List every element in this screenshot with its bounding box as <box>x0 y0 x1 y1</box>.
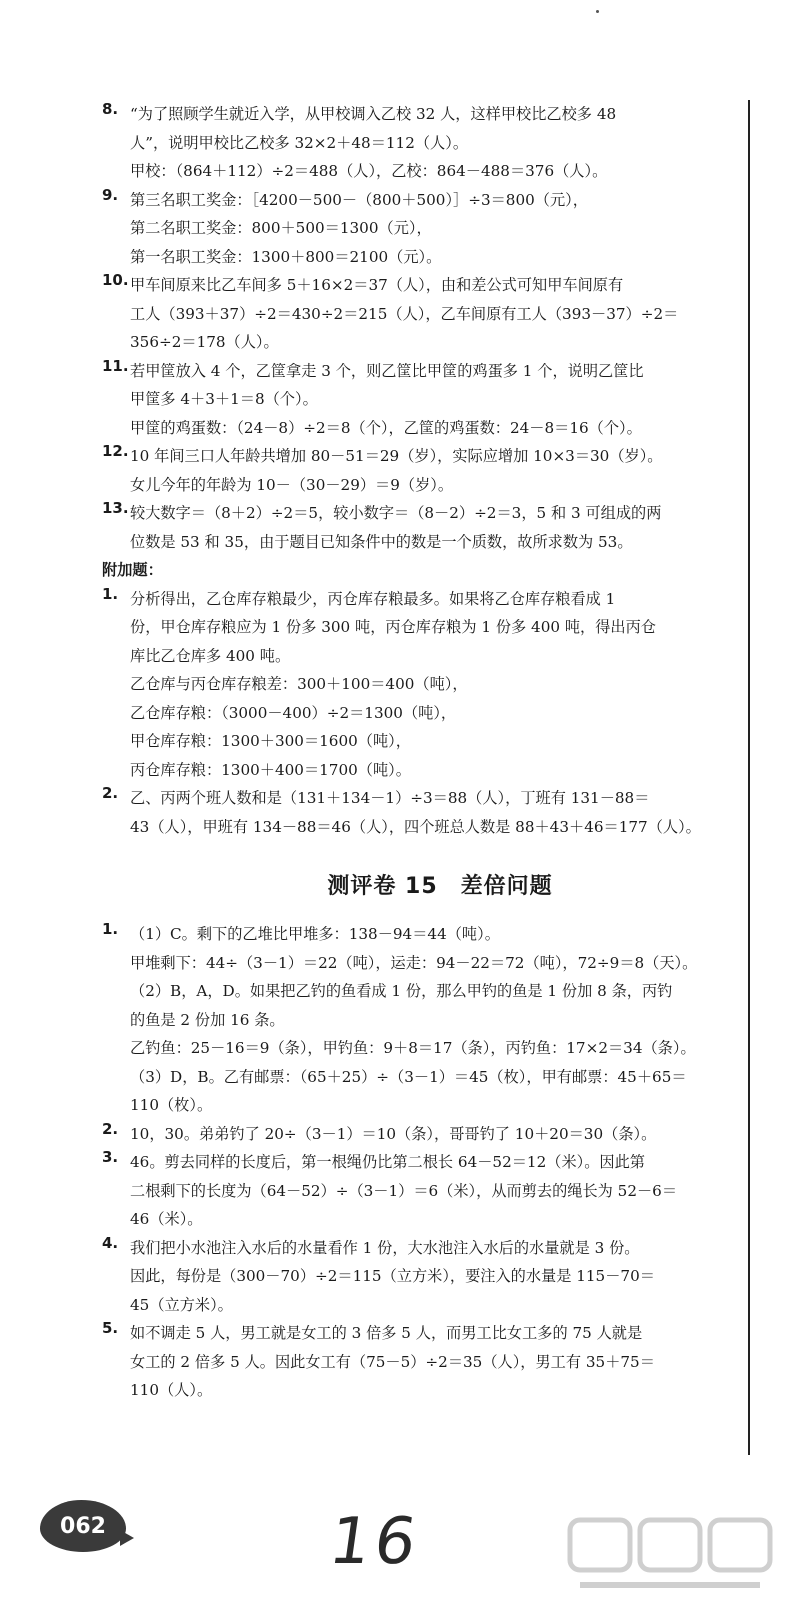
answer-line: 分析得出，乙仓库存粮最少，丙仓库存粮最多。如果将乙仓库存粮看成 1 <box>130 589 616 608</box>
item-number: 1. <box>102 920 119 938</box>
right-margin-rule <box>748 100 750 1455</box>
answer-line: 乙、丙两个班人数和是（131＋134－1）÷3＝88（人），丁班有 131－88＝ <box>130 789 650 807</box>
scan-speck <box>596 10 599 13</box>
answer-item <box>102 442 738 499</box>
extra-questions-label: 附加题： <box>102 561 163 579</box>
item-number: 2. <box>102 784 119 802</box>
answer-line: （3）D，B。乙有邮票：（65＋25）÷（3－1）＝45（枚），甲有邮票：45＋65＝ <box>130 1067 687 1086</box>
answer-line: 我们把小水池注入水后的水量看作 1 份，大水池注入水后的水量就是 3 份。 <box>130 1238 640 1257</box>
answer-line: 如不调走 5 人，男工就是女工的 3 倍多 5 人，而男工比女工多的 75 人就是 <box>130 1324 643 1342</box>
answer-line: 10，30。弟弟钓了 20÷（3－1）＝10（条），哥哥钓了 10＋20＝30（条）。 <box>130 1124 657 1143</box>
answer-item <box>102 784 738 841</box>
answer-line: 甲车间原来比乙车间多 5＋16×2＝37（人），由和差公式可知甲车间原有 <box>130 276 624 294</box>
answer-line: 工人（393＋37）÷2＝430÷2＝215（人），乙车间原有工人（393－37）÷2＝ <box>130 304 679 323</box>
answer-line: 份，甲仓库存粮应为 1 份多 300 吨，丙仓库存粮为 1 份多 400 吨，得出丙仓 <box>130 618 656 636</box>
item-number: 10. <box>102 271 129 289</box>
answer-line: 第三名职工奖金：［4200－500－（800＋500）］÷3＝800（元）， <box>130 190 588 209</box>
answer-line: 甲校：（864＋112）÷2＝488（人），乙校：864－488＝376（人）。 <box>130 162 608 180</box>
answer-line: 第二名职工奖金：800＋500＝1300（元）， <box>130 219 432 237</box>
answer-line: 110（枚）。 <box>130 1096 213 1114</box>
item-number: 4. <box>102 1233 119 1252</box>
item-number: 12. <box>102 442 129 460</box>
answer-item <box>102 100 738 186</box>
answer-line: （2）B，A，D。如果把乙钓的鱼看成 1 份，那么甲钓的鱼是 1 份加 8 条，丙钓 <box>130 982 673 1000</box>
answer-item <box>102 1319 738 1405</box>
answer-list-top <box>102 100 738 556</box>
answer-line: 甲仓库存粮：1300＋300＝1600（吨）， <box>130 732 411 750</box>
page-number-badge <box>40 1500 126 1552</box>
answer-line: 46（米）。 <box>130 1210 203 1228</box>
answer-item <box>102 357 738 443</box>
page-number: 062 <box>60 1513 106 1539</box>
answer-line: 位数是 53 和 35，由于题目已知条件中的数是一个质数，故所求数为 53。 <box>130 532 633 551</box>
answer-line: 甲筐多 4＋3＋1＝8（个）。 <box>130 390 318 408</box>
answer-line: 乙仓库存粮：（3000－400）÷2＝1300（吨）， <box>130 703 457 722</box>
item-number: 1. <box>102 584 119 603</box>
answer-list-section <box>102 920 738 1405</box>
answer-line: 甲堆剩下：44÷（3－1）＝22（吨），运走：94－22＝72（吨），72÷9＝8（天）。 <box>130 953 698 972</box>
answer-item <box>102 186 738 272</box>
answer-line: 女儿今年的年龄为 10－（30－29）＝9（岁）。 <box>130 475 454 494</box>
answer-line: 的鱼是 2 份加 16 条。 <box>130 1010 285 1029</box>
answer-item <box>102 271 738 357</box>
item-number: 2. <box>102 1119 119 1138</box>
answer-line: 356÷2＝178（人）。 <box>130 333 279 351</box>
answer-item <box>102 499 738 556</box>
answer-line: 10 年间三口人年龄共增加 80－51＝29（岁），实际应增加 10×3＝30（岁）。 <box>130 447 663 465</box>
answer-line: 丙仓库存粮：1300＋400＝1700（吨）。 <box>130 760 411 779</box>
answer-list-extra <box>102 585 738 842</box>
item-number: 11. <box>102 356 129 375</box>
section-title: 测评卷 15 差倍问题 <box>327 874 553 899</box>
answer-line: 人”，说明甲校比乙校多 32×2＋48＝112（人）。 <box>130 133 469 152</box>
answer-line: 女工的 2 倍多 5 人。因此女工有（75－5）÷2＝35（人），男工有 35＋75＝ <box>130 1352 655 1371</box>
answer-item <box>102 1120 738 1149</box>
answer-line: 二根剩下的长度为（64－52）÷（3－1）＝6（米），从而剪去的绳长为 52－6＝ <box>130 1181 678 1200</box>
item-number: 3. <box>102 1148 119 1166</box>
answer-content <box>102 100 738 1405</box>
answer-line: 因此，每份是（300－70）÷2＝115（立方米），要注入的水量是 115－70＝ <box>130 1267 655 1285</box>
answer-line: 43（人），甲班有 134－88＝46（人），四个班总人数是 88＋43＋46＝177（人）。 <box>130 817 701 836</box>
answer-item <box>102 1148 738 1234</box>
answer-line: 110（人）。 <box>130 1381 213 1399</box>
answer-line: “为了照顾学生就近入学，从甲校调入乙校 32 人，这样甲校比乙校多 48 <box>130 105 617 123</box>
answer-item <box>102 1234 738 1320</box>
page-number-badge-tail <box>120 1530 134 1546</box>
watermark-logo <box>560 1510 780 1600</box>
answer-line: 较大数字＝（8＋2）÷2＝5，较小数字＝（8－2）÷2＝3，5 和 3 可组成的两 <box>130 504 662 522</box>
answer-item <box>102 920 738 1120</box>
answer-line: 库比乙仓库多 400 吨。 <box>130 646 291 665</box>
answer-line: 甲筐的鸡蛋数：（24－8）÷2＝8（个），乙筐的鸡蛋数：24－8＝16（个）。 <box>130 418 642 437</box>
item-number: 5. <box>102 1319 119 1337</box>
answer-item <box>102 585 738 785</box>
answer-line: （1）C。剩下的乙堆比甲堆多：138－94＝44（吨）。 <box>130 925 500 943</box>
answer-line: 45（立方米）。 <box>130 1295 233 1314</box>
answer-line: 乙仓库与丙仓库存粮差：300＋100＝400（吨）， <box>130 675 468 693</box>
answer-line: 若甲筐放入 4 个，乙筐拿走 3 个，则乙筐比甲筐的鸡蛋多 1 个，说明乙筐比 <box>130 361 644 380</box>
item-number: 9. <box>102 185 119 204</box>
item-number: 13. <box>102 499 129 517</box>
answer-line: 第一名职工奖金：1300＋800＝2100（元）。 <box>130 247 442 266</box>
answer-line: 乙钓鱼：25－16＝9（条），甲钓鱼：9＋8＝17（条），丙钓鱼：17×2＝34（条）。 <box>130 1039 696 1057</box>
item-number: 8. <box>102 100 119 118</box>
handwritten-note: 16 <box>324 1505 425 1579</box>
answer-line: 46。剪去同样的长度后，第一根绳仍比第二根长 64－52＝12（米）。因此第 <box>130 1153 645 1171</box>
